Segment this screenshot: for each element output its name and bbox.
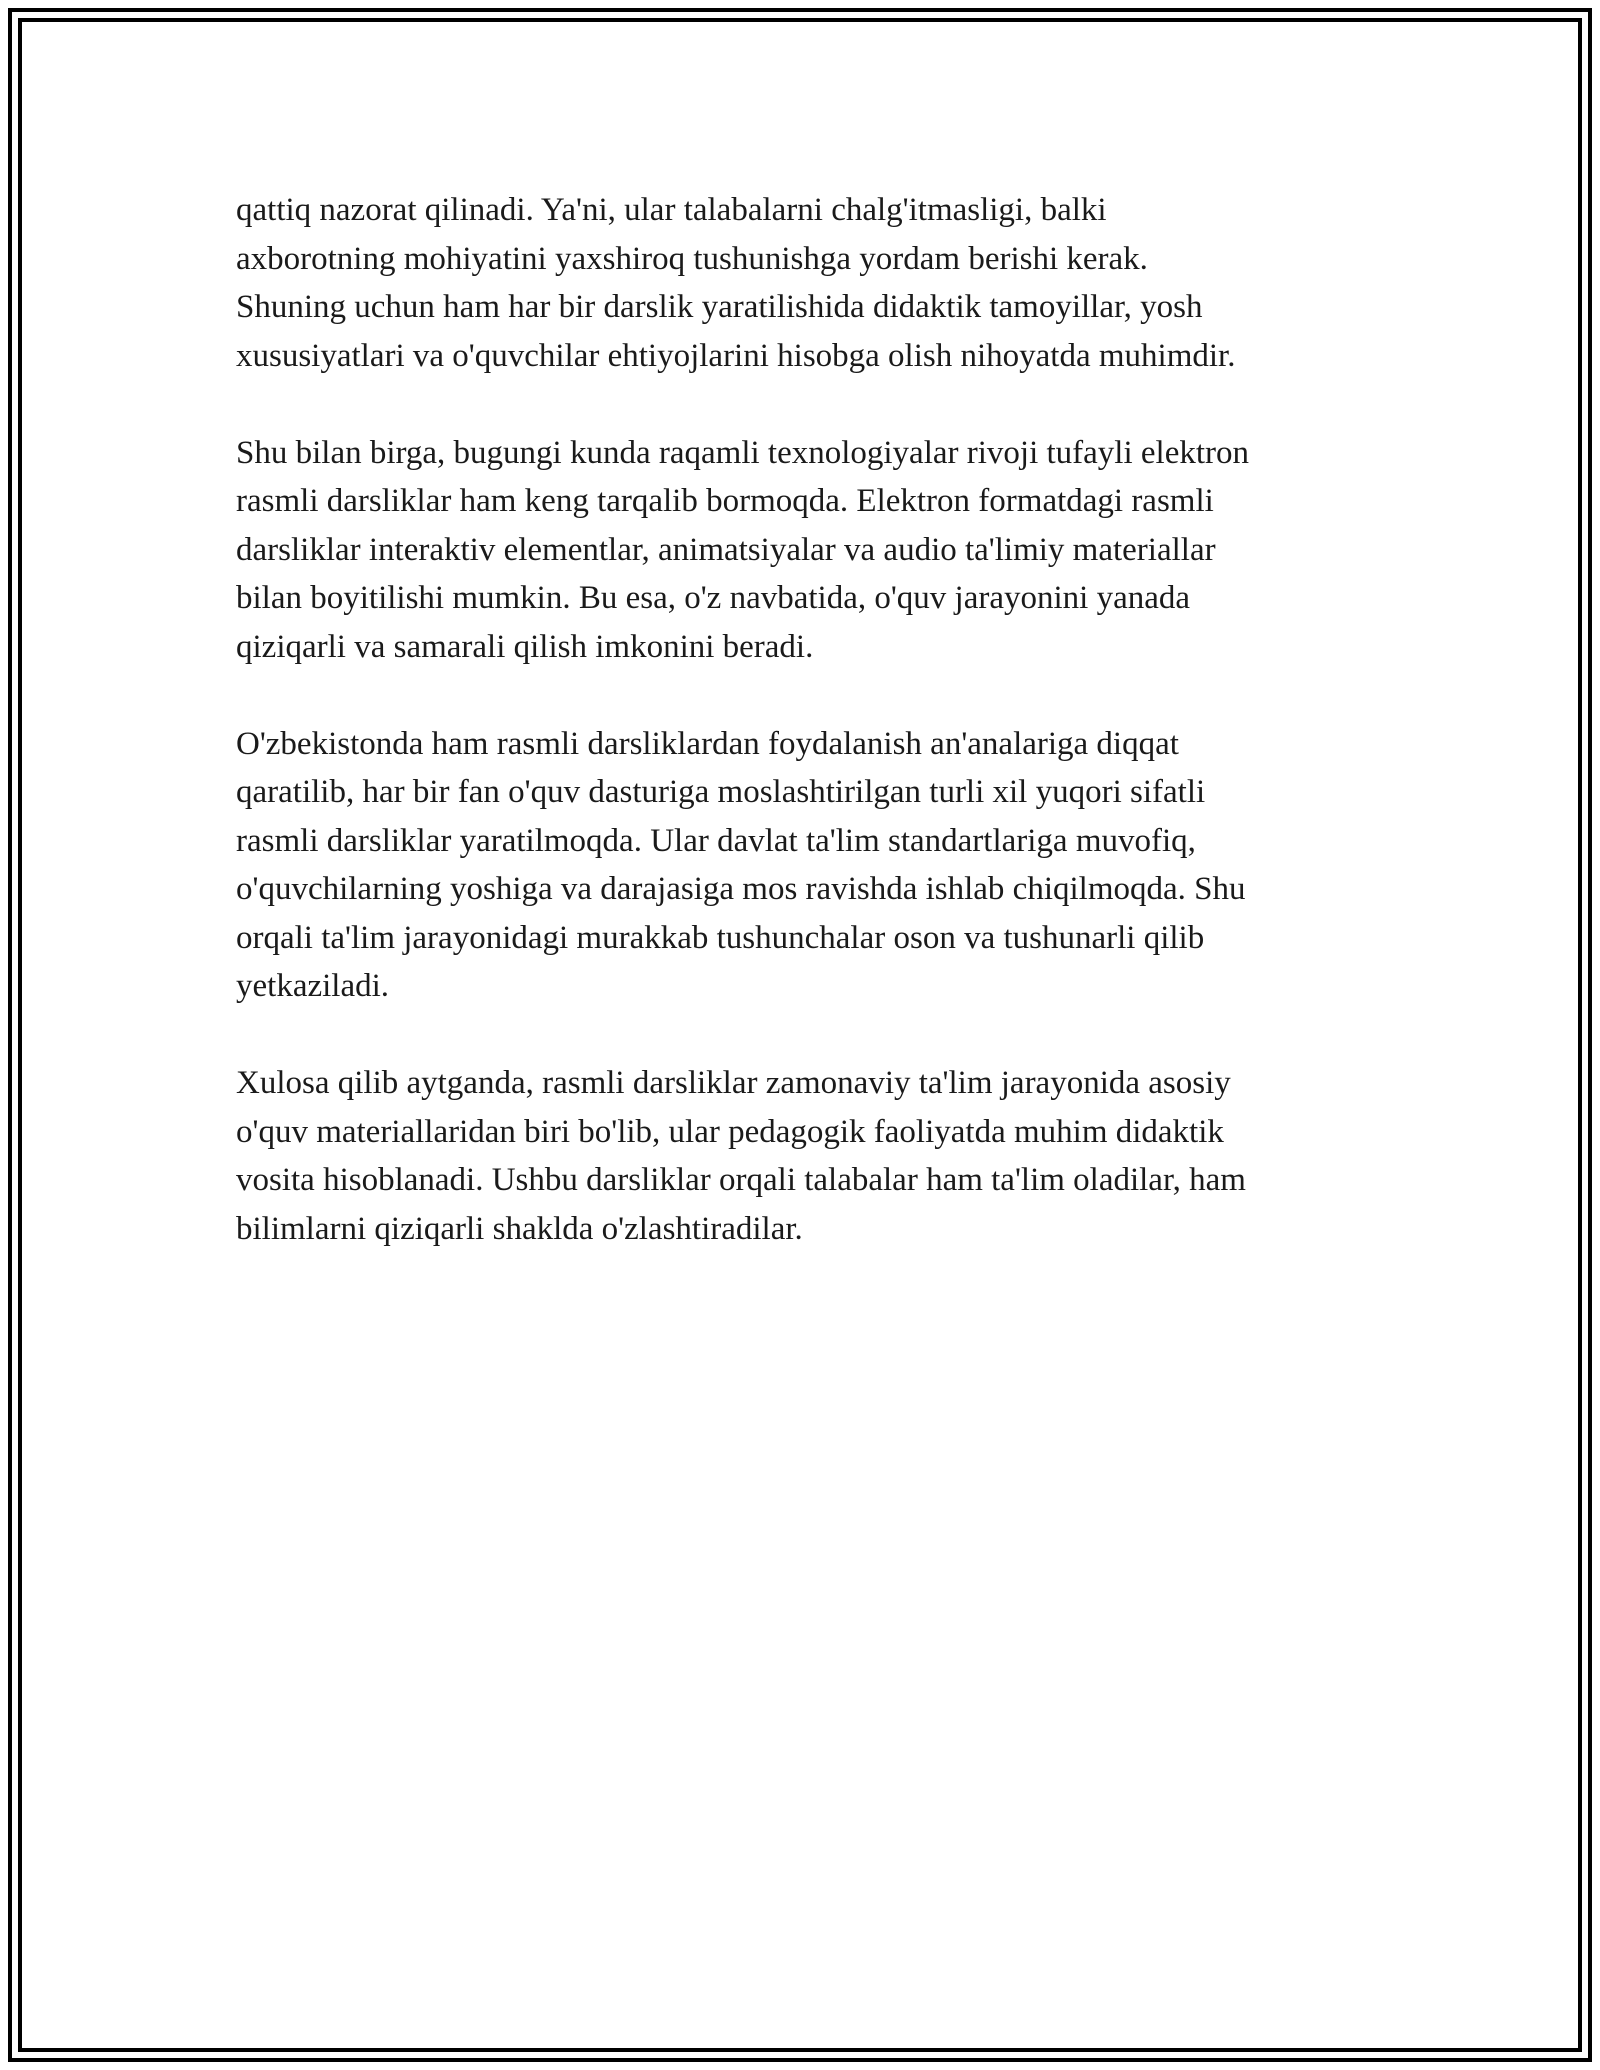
paragraph-3 — [236, 720, 1396, 1011]
paragraph-line: bilimlarni qiziqarli shaklda o'zlashtiradilar. — [236, 1210, 803, 1247]
paragraph-line: o'quvchilarning yoshiga va darajasiga mos ravishda ishlab chiqilmoqda. Shu — [236, 871, 1246, 907]
paragraph-line: orqali ta'lim jarayonidagi murakkab tushunchalar oson va tushunarli qilib — [236, 919, 1205, 956]
paragraph-line: bilan boyitilishi mumkin. Bu esa, o'z navbatida, o'quv jarayonini yanada — [236, 580, 1191, 616]
paragraph-line: qaratilib, har bir fan o'quv dasturiga moslashtirilgan turli xil yuqori sifatli — [236, 774, 1206, 810]
paragraph-line: axborotning mohiyatini yaxshiroq tushunishga yordam berishi kerak. — [236, 240, 1148, 277]
paragraph-line: darsliklar interaktiv elementlar, animatsiyalar va audio ta'limiy materiallar — [236, 531, 1216, 568]
paragraph-line: Xulosa qilib aytganda, rasmli darsliklar zamonaviy ta'lim jarayonida asosiy — [236, 1065, 1231, 1101]
paragraph-line: yetkaziladi. — [236, 968, 390, 1004]
paragraph-line: Shu bilan birga, bugungi kunda raqamli texnologiyalar rivoji tufayli elektron — [236, 434, 1250, 471]
paragraph-2 — [236, 429, 1396, 672]
paragraph-line: O'zbekistonda ham rasmli darsliklardan foydalanish an'analariga diqqat — [236, 725, 1179, 762]
paragraph-line: Shuning uchun ham har bir darslik yaratilishida didaktik tamoyillar, yosh — [236, 289, 1203, 325]
paragraph-line: rasmli darsliklar yaratilmoqda. Ular davlat ta'lim standartlariga muvofiq, — [236, 822, 1196, 859]
paragraph-line: qattiq nazorat qilinadi. Ya'ni, ular talabalarni chalg'itmasligi, balki — [236, 192, 1107, 228]
paragraph-4 — [236, 1059, 1396, 1253]
paragraph-line: vosita hisoblanadi. Ushbu darsliklar orqali talabalar ham ta'lim oladilar, ham — [236, 1162, 1246, 1198]
paragraph-line: qiziqarli va samarali qilish imkonini beradi. — [236, 628, 814, 665]
paragraph-line: o'quv materiallaridan biri bo'lib, ular pedagogik faoliyatda muhim didaktik — [236, 1113, 1224, 1150]
paragraph-1 — [236, 186, 1396, 380]
document-body — [236, 186, 1396, 1302]
paragraph-line: rasmli darsliklar ham keng tarqalib bormoqda. Elektron formatdagi rasmli — [236, 483, 1214, 519]
paragraph-line: xususiyatlari va o'quvchilar ehtiyojlarini hisobga olish nihoyatda muhimdir. — [236, 337, 1236, 374]
